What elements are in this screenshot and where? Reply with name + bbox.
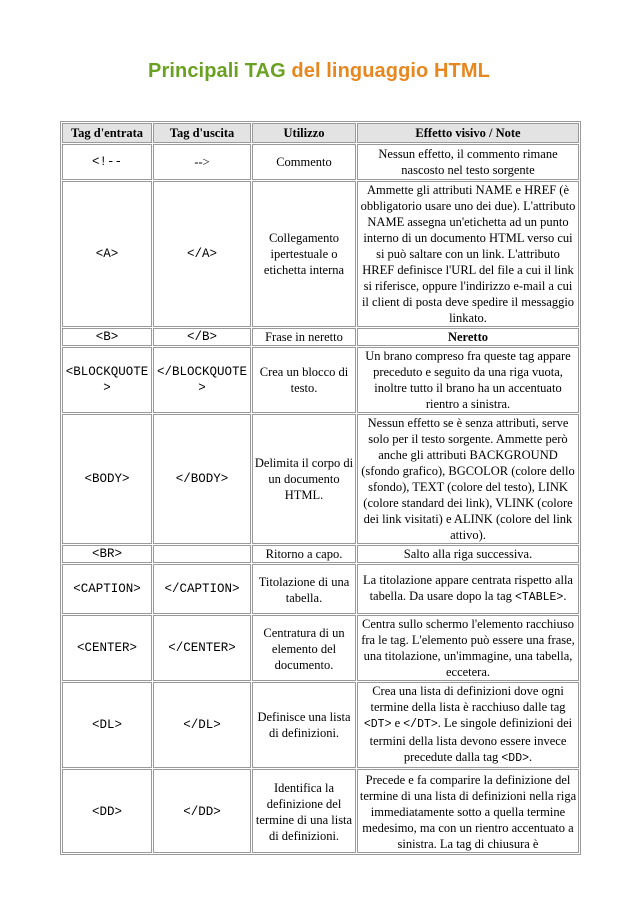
cell-close-tag: </CENTER> (153, 615, 251, 681)
cell-open-tag: <BR> (62, 545, 152, 563)
effect-text: . (529, 750, 533, 764)
table-row (62, 181, 579, 327)
cell-open-tag: <B> (62, 328, 152, 346)
cell-open-tag: <CENTER> (62, 615, 152, 681)
effect-text: . Le singole definizioni dei termini della lista devono essere invece precedute dalla tag (369, 716, 573, 764)
cell-effect (357, 682, 579, 768)
cell-effect: Centra sullo schermo l'elemento racchiuso fra le tag. L'elemento può essere una frase, una titolazione, un'immagine, una tabella, eccetera. (357, 615, 579, 681)
table-row (62, 682, 579, 768)
header-effect: Effetto visivo / Note (357, 123, 579, 143)
header-open-tag: Tag d'entrata (62, 123, 152, 143)
header-close-tag: Tag d'uscita (153, 123, 251, 143)
header-usage: Utilizzo (252, 123, 356, 143)
cell-close-tag (153, 545, 251, 563)
cell-effect: Neretto (357, 328, 579, 346)
cell-open-tag: <!-- (62, 144, 152, 180)
cell-close-tag: </BLOCKQUOTE> (153, 347, 251, 413)
table-row (62, 545, 579, 563)
cell-usage: Definisce una lista di definizioni. (252, 682, 356, 768)
cell-effect: Nessun effetto se è senza attributi, serve solo per il testo sorgente. Ammette però anche gli attributi BACKGROUND (sfondo grafico), BGCOLOR (colore dello sfondo), TEXT (colore del testo), LINK (colore standard dei link), VLINK (colore dei link visitati) e ALINK (colore del link attivo). (357, 414, 579, 544)
cell-open-tag: <DD> (62, 769, 152, 853)
effect-text: e (391, 716, 404, 730)
page-title (0, 60, 638, 83)
cell-open-tag: <BODY> (62, 414, 152, 544)
table-row (62, 769, 579, 853)
effect-code: <TABLE> (515, 591, 564, 604)
table-row (62, 144, 579, 180)
cell-open-tag: <BLOCKQUOTE> (62, 347, 152, 413)
cell-usage: Crea un blocco di testo. (252, 347, 356, 413)
cell-effect (357, 564, 579, 614)
cell-usage: Collegamento ipertestuale o etichetta interna (252, 181, 356, 327)
cell-close-tag: </A> (153, 181, 251, 327)
cell-close-tag: </BODY> (153, 414, 251, 544)
cell-effect: Salto alla riga successiva. (357, 545, 579, 563)
cell-usage: Frase in neretto (252, 328, 356, 346)
effect-code: <DT> (363, 718, 392, 731)
effect-text: La titolazione appare centrata rispetto alla tabella. Da usare dopo la tag (363, 573, 573, 603)
cell-usage: Centratura di un elemento del documento. (252, 615, 356, 681)
cell-open-tag: <DL> (62, 682, 152, 768)
effect-code: <DD> (501, 752, 529, 765)
cell-usage: Commento (252, 144, 356, 180)
cell-close-tag: </DD> (153, 769, 251, 853)
cell-usage: Delimita il corpo di un documento HTML. (252, 414, 356, 544)
effect-text: . (563, 589, 567, 603)
cell-usage: Ritorno a capo. (252, 545, 356, 563)
table-row (62, 615, 579, 681)
cell-usage: Identifica la definizione del termine di una lista di definizioni. (252, 769, 356, 853)
cell-effect: Precede e fa comparire la definizione del termine di una lista di definizioni nella riga immediatamente sotto a quella termine medesimo, ma con un rientro accentuato a sinistra. La tag di chiusura è (357, 769, 579, 853)
table-row (62, 328, 579, 346)
html-tags-table (60, 121, 581, 855)
title-part-2: del linguaggio HTML (291, 60, 490, 82)
cell-effect: Nessun effetto, il commento rimane nascosto nel testo sorgente (357, 144, 579, 180)
cell-close-tag: --> (153, 144, 251, 180)
effect-text: Crea una lista di definizioni dove ogni termine della lista è racchiuso dalle tag (370, 684, 566, 714)
cell-close-tag: </CAPTION> (153, 564, 251, 614)
cell-open-tag: <A> (62, 181, 152, 327)
cell-close-tag: </B> (153, 328, 251, 346)
cell-close-tag: </DL> (153, 682, 251, 768)
title-part-1: Principali TAG (148, 60, 292, 82)
table-row (62, 347, 579, 413)
header-row (62, 123, 579, 143)
cell-open-tag: <CAPTION> (62, 564, 152, 614)
cell-effect: Un brano compreso fra queste tag appare preceduto e seguito da una riga vuota, inoltre tutto il brano ha un accentuato rientro a sinistra. (357, 347, 579, 413)
effect-code: </DT> (403, 718, 438, 731)
table-row (62, 414, 579, 544)
cell-effect: Ammette gli attributi NAME e HREF (è obbligatorio usare uno dei due). L'attributo NAME assegna un'etichetta ad un punto interno di un documento HTML verso cui si può saltare con un link. L'attributo HREF definisce l'URL del file a cui il link si riferisce, oppure l'indirizzo e-mail a cui il client di posta deve spedire il messaggio linkato. (357, 181, 579, 327)
cell-usage: Titolazione di una tabella. (252, 564, 356, 614)
table-row (62, 564, 579, 614)
